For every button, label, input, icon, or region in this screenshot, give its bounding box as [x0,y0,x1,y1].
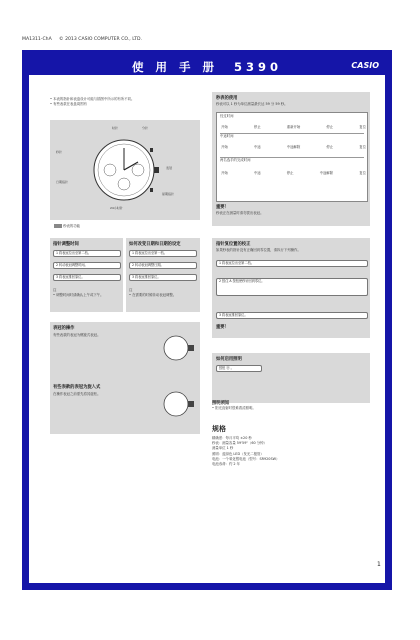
flow-title: 两名选手的完成时间 [220,158,251,162]
crown-illustration-1 [162,328,196,368]
flow-step: 中途解除 [286,145,301,149]
stopwatch-important: 重要！ [216,205,229,210]
pointer-reset-text: 如果秒表的指针没有正确回到零位置，请执行下列操作。 [216,248,301,252]
label-minute-hand: 分针 [142,126,149,130]
flow-step: 复位 [359,171,366,175]
flow-row [221,145,366,150]
crown-heading: 表冠的操作 [53,326,75,331]
spec-line: 电池寿命：约 2 年 [212,462,241,467]
flow-step: 中途 [253,171,261,175]
flow-step: 复位 [359,125,366,129]
care-line: • 阳光直射时很难看清照明。 [212,406,256,411]
brand-logo: CASIO [351,61,379,70]
doc-header-line [22,37,142,42]
flow-step: 中途 [253,145,261,149]
flow-step: 开始 [221,145,228,149]
crown-text: 有些表款的表冠为螺旋式表冠。 [53,333,101,337]
time-setting-panel [50,238,123,312]
pointer-reset-heading: 指针复位置的校正 [216,242,251,247]
flow-step: 停止 [326,145,334,149]
flow-title: 中途时间 [220,134,234,138]
time-step-2: 2 转动表冠调整时间。 [53,262,121,269]
stopwatch-heading: 秒表的使用 [216,96,238,101]
time-step-1: 1 将表冠拉出至第二档。 [53,250,121,257]
watch-diagram-panel [50,120,200,220]
stopwatch-important-text: 秒表正在测量时请勿拔出表冠。 [216,211,264,215]
divider [220,133,364,134]
legend-text: 秒表的功能 [63,224,81,228]
day-setting-heading: 如何改变日期和日期的设定 [129,242,181,247]
crown-illustration-2 [162,384,196,424]
copyright: © 2013 CASIO COMPUTER CO., LTD. [59,37,142,42]
day-step-2: 2 转动表冠调整日期。 [129,262,197,269]
time-setting-heading: 指针调整时间 [53,242,79,247]
spec-line: 精确度：每月平均 ±20 秒 [212,436,252,440]
time-step-3: 3 将表冠推回原位。 [53,274,121,281]
crown-lock-heading: 有些表款的表冠为旋入式 [53,385,101,390]
flow-row [221,125,366,130]
time-notes [53,288,119,298]
flow-step: 重新开始 [286,125,301,129]
day-notes [129,288,195,298]
label-hour-hand: 时针 [112,126,119,130]
crown-lock-text: 在操作表冠之前需先将其旋松。 [53,392,101,396]
spec-line: 电池：一个氧化银电池（型号：SR920SW） [212,456,280,461]
spec-line: 秒表：测量容量 59'59"（60 分钟） [212,441,267,446]
note-heading: 注 [53,288,57,292]
reset-step-2: 2 按住 A 按钮使秒针回到零位。 [216,278,368,296]
label-date-hand: 日期指针 [56,180,69,184]
specs-list [212,436,370,467]
intro-text [50,97,200,107]
crown-panel [50,322,200,434]
page-title [29,59,385,75]
stopwatch-flow-box [216,112,368,202]
title-bar [29,57,385,75]
intro-line: • 有些表款在表盘周围有 [50,102,87,107]
reset-step-3: 3 将表冠推回原位。 [216,312,368,319]
flow-step: 中途解除 [319,171,334,175]
note-heading: 注 [129,288,133,292]
flow-step: 停止 [286,171,294,175]
note-line: • 调整时间时请确认上午或下午。 [53,293,104,298]
flow-step: 复位 [359,145,366,149]
flow-step: 开始 [221,171,228,175]
flow-step: 开始 [221,125,228,129]
watch-diagram [50,120,200,220]
intro-line: • 本表的指针和表盘设计可能与插图中所示的有所不同。 [50,97,135,101]
label-24h-hand: 24小时针 [110,206,123,210]
label-day-hand: 星期指针 [162,192,175,196]
day-setting-panel [126,238,200,312]
specs-section [212,424,370,467]
flow-step: 停止 [253,125,261,129]
day-step-1: 1 将表冠拉出至第一档。 [129,250,197,257]
care-section [212,401,370,411]
diagram-legend [54,224,80,229]
spec-line: 测量单位 1 秒 [212,446,234,451]
light-button-step: 按钮 Ⓑ 。 [216,365,262,372]
page-number: 1 [377,561,381,568]
spec-line: 照明：蓝绿色 LED（发光二极管） [212,451,264,456]
model-number: 5390 [234,60,283,74]
doc-code: MA1311-ChA [22,37,52,42]
note-line: • 在需要的时候转动表冠调整。 [129,293,177,298]
flow-title: 经过时间 [220,114,234,118]
care-heading: 照明须知 [212,401,230,406]
label-crown: 表冠 [166,166,173,170]
reset-step-1: 1 将表冠拉出至第二档。 [216,260,368,267]
pointer-reset-panel [212,238,370,338]
stopwatch-panel [212,92,370,226]
light-panel [212,353,370,403]
flow-step: 停止 [326,125,334,129]
day-step-3: 3 将表冠推回原位。 [129,274,197,281]
label-second-hand: 秒针 [56,150,63,154]
title-text: 使 用 手 册 [131,60,218,74]
flow-row [221,171,366,176]
specs-heading: 规格 [212,425,226,433]
light-heading: 如何启用照明 [216,357,242,362]
pointer-reset-important: 重要！ [216,325,229,330]
legend-swatch [54,224,62,228]
stopwatch-subtitle: 秒表可以 1 秒为单位测量最长达 59 分 59 秒。 [216,102,288,106]
